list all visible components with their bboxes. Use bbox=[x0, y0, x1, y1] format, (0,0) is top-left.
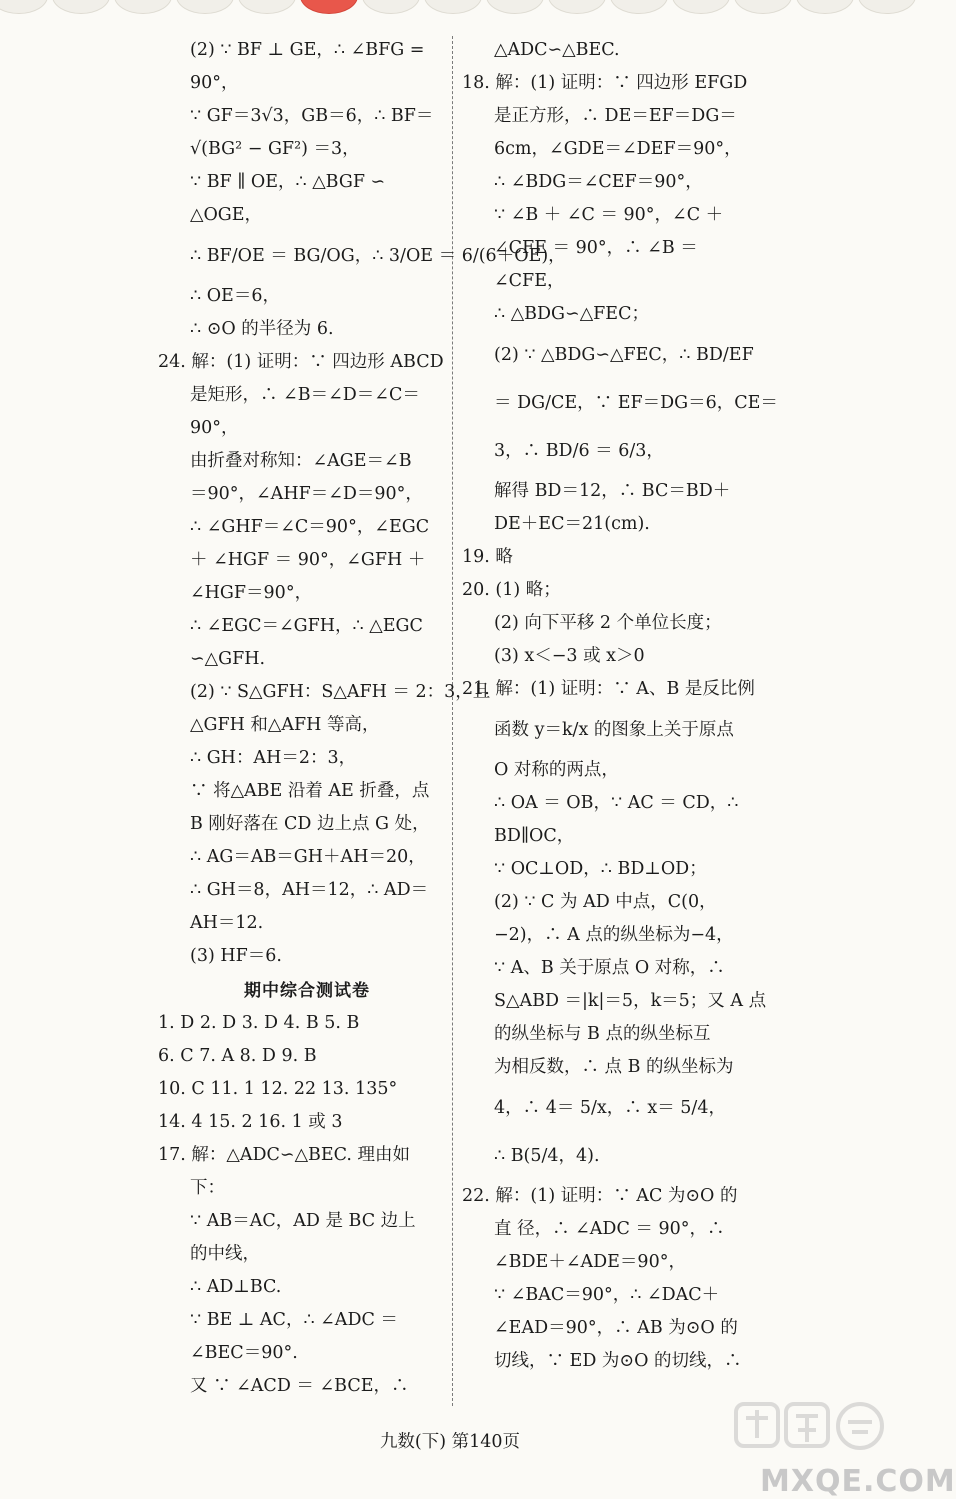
answer-line: ∴ ∠BDG＝∠CEF＝90°， bbox=[494, 172, 703, 192]
page-footer: 九数(下) 第140页 bbox=[379, 1432, 521, 1452]
answer-line: (2) ∵ C 为 AD 中点，C(0， bbox=[494, 892, 717, 912]
answer-line: 22. 解：(1) 证明：∵ AC 为⊙O 的 bbox=[462, 1186, 738, 1206]
answer-line: 4，∴ 4＝ 5/x，∴ x＝ 5/4， bbox=[494, 1098, 726, 1118]
answer-line: ∵ AB＝AC，AD 是 BC 边上 bbox=[190, 1211, 416, 1231]
top-tabs bbox=[0, 0, 900, 14]
tab-shape bbox=[0, 0, 48, 14]
answer-line: ∵ BF ∥ OE，∴ △BGF ∽ bbox=[190, 172, 386, 192]
tab-shape bbox=[796, 0, 854, 14]
answer-line: ∠CFE ＝ 90°，∴ ∠B ＝ bbox=[494, 238, 698, 258]
answer-line: 解得 BD＝12，∴ BC＝BD＋ bbox=[494, 481, 731, 501]
answer-line: 1. D 2. D 3. D 4. B 5. B bbox=[158, 1013, 360, 1033]
answer-line: 10. C 11. 1 12. 22 13. 135° bbox=[158, 1079, 398, 1099]
answer-line: ∠CFE， bbox=[494, 271, 565, 291]
tab-shape bbox=[52, 0, 110, 14]
answer-line: DE＋EC＝21(cm). bbox=[494, 514, 650, 534]
tab-shape bbox=[610, 0, 668, 14]
answer-line: 90°， bbox=[190, 73, 239, 93]
answer-line: 又 ∵ ∠ACD ＝ ∠BCE，∴ bbox=[190, 1376, 409, 1396]
answer-line: 切线，∵ ED 为⊙O 的切线，∴ bbox=[494, 1351, 742, 1371]
answer-line: √(BG² − GF²) ＝3， bbox=[190, 139, 360, 159]
answer-line: 的中线， bbox=[190, 1244, 260, 1264]
answer-line: 6cm，∠GDE＝∠DEF＝90°， bbox=[494, 139, 742, 159]
answer-line: ∵ ∠B ＋ ∠C ＝ 90°，∠C ＋ bbox=[494, 205, 724, 225]
right-column bbox=[462, 34, 778, 1378]
answer-line: 是正方形，∴ DE＝EF＝DG＝ bbox=[494, 106, 737, 126]
tab-shape bbox=[362, 0, 420, 14]
answer-line: B 刚好落在 CD 边上点 G 处， bbox=[190, 814, 430, 834]
tab-shape bbox=[548, 0, 606, 14]
answer-line: ∠BEC＝90°. bbox=[190, 1343, 298, 1363]
answer-line: BD∥OC， bbox=[494, 826, 575, 846]
answer-line: 90°， bbox=[190, 418, 239, 438]
answer-line: 18. 解：(1) 证明：∵ 四边形 EFGD bbox=[462, 73, 748, 93]
tab-shape bbox=[114, 0, 172, 14]
answer-line: ∵ OC⊥OD，∴ BD⊥OD； bbox=[494, 859, 707, 879]
answer-line: ＝90°，∠AHF＝∠D＝90°， bbox=[190, 484, 423, 504]
answer-line: ∵ GF＝3√3，GB＝6，∴ BF＝ bbox=[190, 106, 434, 126]
tab-shape bbox=[734, 0, 792, 14]
answer-line: ＋ ∠HGF ＝ 90°，∠GFH ＋ bbox=[190, 550, 426, 570]
answer-line: ∠BDE＋∠ADE＝90°， bbox=[494, 1252, 686, 1272]
tab-shape bbox=[424, 0, 482, 14]
answer-line: 下： bbox=[190, 1178, 225, 1198]
answer-line: (3) HF＝6. bbox=[190, 946, 282, 966]
answer-line: 6. C 7. A 8. D 9. B bbox=[158, 1046, 317, 1066]
answer-line: AH＝12. bbox=[190, 913, 264, 933]
answer-line: (2) ∵ BF ⊥ GE，∴ ∠BFG = bbox=[190, 40, 425, 60]
answer-line: ∵ BE ⊥ AC，∴ ∠ADC ＝ bbox=[190, 1310, 398, 1330]
watermark-text: MXQE.COM bbox=[760, 1464, 956, 1499]
answer-line: ∠HGF＝90°， bbox=[190, 583, 313, 603]
answer-line: 24. 解：(1) 证明：∵ 四边形 ABCD bbox=[158, 352, 444, 372]
answer-line: 的纵坐标与 B 点的纵坐标互 bbox=[494, 1024, 711, 1044]
section-title: 期中综合测试卷 bbox=[244, 981, 370, 1001]
answer-line: ∴ GH＝8，AH＝12，∴ AD＝ bbox=[190, 880, 429, 900]
answer-line: △ADC∽△BEC. bbox=[494, 40, 620, 60]
answer-line: (2) 向下平移 2 个单位长度； bbox=[494, 613, 722, 633]
answer-line: ∴ B(5/4，4). bbox=[494, 1146, 600, 1166]
answer-line: 是矩形，∴ ∠B＝∠D＝∠C＝ bbox=[190, 385, 420, 405]
answer-line: 3，∴ BD/6 ＝ 6/3， bbox=[494, 441, 664, 461]
answer-line: (2) ∵ △BDG∽△FEC，∴ BD/EF bbox=[494, 345, 754, 365]
answer-line: 函数 y＝k/x 的图象上关于原点 bbox=[494, 720, 734, 740]
answer-line: ∴ ∠GHF＝∠C＝90°，∠EGC bbox=[190, 517, 430, 537]
answer-line: 17. 解：△ADC∽△BEC. 理由如 bbox=[158, 1145, 411, 1165]
left-answer-lines-after bbox=[158, 1007, 448, 1403]
red-tab-marker bbox=[300, 0, 358, 14]
answer-line: 19. 略 bbox=[462, 547, 513, 567]
answer-line: −2)，∴ A 点的纵坐标为−4， bbox=[494, 925, 734, 945]
answer-line: ∴ GH：AH＝2：3， bbox=[190, 748, 357, 768]
answer-line: ∠EAD＝90°，∴ AB 为⊙O 的 bbox=[494, 1318, 738, 1338]
answer-line: ∴ ∠EGC＝∠GFH，∴ △EGC bbox=[190, 616, 423, 636]
answer-line: △OGE， bbox=[190, 205, 263, 225]
answer-line: ∴ OE＝6， bbox=[190, 286, 280, 306]
tab-shape bbox=[672, 0, 730, 14]
answer-line: 直 径，∴ ∠ADC ＝ 90°，∴ bbox=[494, 1219, 725, 1239]
answer-line: ∴ BF/OE ＝ BG/OG，∴ 3/OE ＝ 6/(6＋OE)， bbox=[190, 246, 566, 266]
answer-line: 为相反数，∴ 点 B 的纵坐标为 bbox=[494, 1057, 734, 1077]
answer-line: (2) ∵ S△GFH：S△AFH ＝ 2：3，且 bbox=[190, 682, 491, 702]
answer-line: ＝ DG/CE，∵ EF＝DG＝6，CE＝ bbox=[494, 393, 778, 413]
answer-line: 14. 4 15. 2 16. 1 或 3 bbox=[158, 1112, 343, 1132]
answer-line: ∽△GFH. bbox=[190, 649, 266, 669]
answer-line: ∴ AD⊥BC. bbox=[190, 1277, 282, 1297]
answer-line: △GFH 和△AFH 等高， bbox=[190, 715, 380, 735]
tab-shape bbox=[858, 0, 916, 14]
answer-line: O 对称的两点， bbox=[494, 760, 619, 780]
answer-line: ∵ A、B 关于原点 O 对称，∴ bbox=[494, 958, 725, 978]
answer-line: ∴ ⊙O 的半径为 6. bbox=[190, 319, 334, 339]
tab-shape bbox=[486, 0, 544, 14]
answer-line: ∴ OA ＝ OB，∵ AC ＝ CD，∴ bbox=[494, 793, 739, 813]
answer-line: ∴ △BDG∽△FEC； bbox=[494, 304, 649, 324]
answer-line: 20. (1) 略； bbox=[462, 580, 561, 600]
tab-shape bbox=[238, 0, 296, 14]
answer-line: S△ABD ＝|k|＝5，k＝5；又 A 点 bbox=[494, 991, 767, 1011]
answer-line: ∴ AG＝AB＝GH＋AH＝20， bbox=[190, 847, 426, 867]
answer-line: ∵ 将△ABE 沿着 AE 折叠，点 bbox=[190, 781, 430, 801]
answer-line: ∵ ∠BAC＝90°，∴ ∠DAC＋ bbox=[494, 1285, 720, 1305]
answer-line: (3) x＜−3 或 x＞0 bbox=[494, 646, 645, 666]
answer-line: 21. 解：(1) 证明：∵ A、B 是反比例 bbox=[462, 679, 755, 699]
answer-line: 由折叠对称知：∠AGE＝∠B bbox=[190, 451, 412, 471]
right-answer-lines bbox=[462, 34, 778, 1378]
tab-shape bbox=[176, 0, 234, 14]
